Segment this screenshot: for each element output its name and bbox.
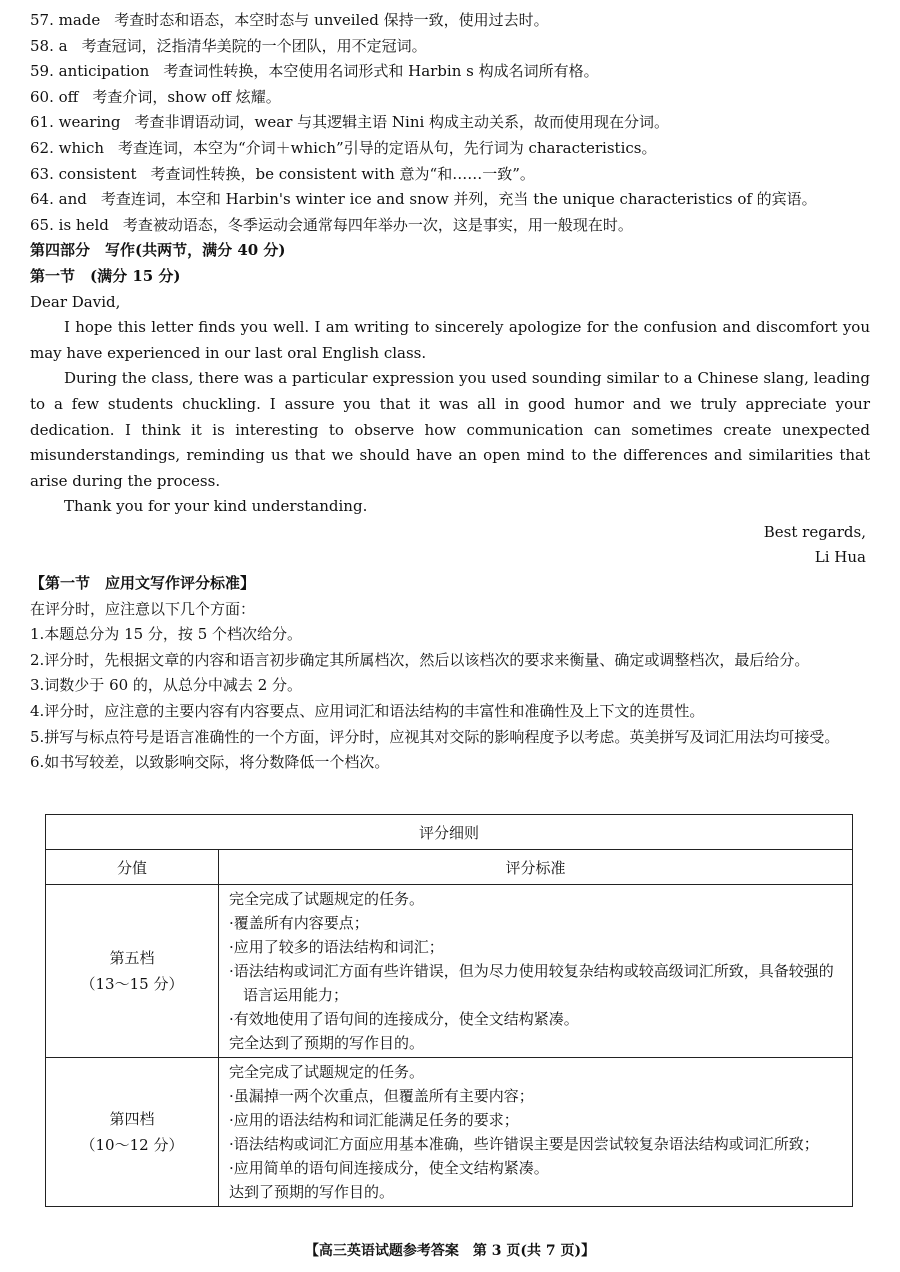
criteria-item: 1.本题总分为 15 分，按 5 个档次给分。: [30, 625, 303, 644]
answer-word: off: [58, 87, 79, 106]
level-range: （10～12 分）: [80, 1136, 184, 1154]
answer-page: [30, 8, 870, 776]
criteria-item: 2.评分时，先根据文章的内容和语言初步确定其所属档次，然后以该档次的要求来衡量、确定或调整档次，最后给分。: [30, 650, 810, 669]
level-name: 第五档: [109, 949, 155, 967]
answer-note: 考查介词，show off 炫耀。: [92, 87, 281, 106]
criteria-line: ·应用简单的语句间连接成分，使全文结构紧凑。: [229, 1159, 549, 1177]
letter-greeting: Dear David,: [30, 292, 121, 311]
answer-item: 63. consistent 考查词性转换，be consistent with 意为“和……一致”。: [30, 162, 870, 188]
answer-note: 考查时态和语态，本空时态与 unveiled 保持一致，使用过去时。: [114, 11, 549, 29]
answer-word: a: [58, 36, 68, 55]
level-cell: [46, 1058, 219, 1207]
table-title: 评分细则: [46, 815, 853, 850]
criteria-cell: [219, 885, 853, 1058]
answer-item: 57. made 考查时态和语态，本空时态与 unveiled 保持一致，使用过去时。: [30, 8, 870, 34]
answer-note: 考查连词，本空为“介词＋which”引导的定语从句，先行词为 characteristics。: [118, 138, 657, 157]
letter-signature: Li Hua: [814, 548, 866, 567]
answer-note: 考查冠词，泛指清华美院的一个团队，用不定冠词。: [81, 36, 427, 55]
criteria-line: ·有效地使用了语句间的连接成分，使全文结构紧凑。: [229, 1010, 579, 1028]
answer-note: 考查词性转换，be consistent with 意为“和……一致”。: [150, 164, 535, 183]
table-row: [46, 885, 853, 1058]
answer-word: and: [58, 190, 87, 209]
criteria-line: ·虽漏掉一两个次重点，但覆盖所有主要内容；: [229, 1087, 534, 1105]
answer-note: 考查被动语态，冬季运动会通常每四年举办一次，这是事实，用一般现在时。: [122, 215, 633, 234]
criteria-line: 完全完成了试题规定的任务。: [229, 890, 425, 908]
criteria-line: ·应用了较多的语法结构和词汇；: [229, 938, 444, 956]
answer-word: wearing: [58, 113, 121, 132]
answer-word: is held: [58, 215, 109, 234]
criteria-line: 完全达到了预期的写作目的。: [229, 1034, 425, 1052]
answer-item: 59. anticipation 考查词性转换，本空使用名词形式和 Harbin s 构成名词所有格。: [30, 59, 870, 85]
column-header-criteria: 评分标准: [219, 850, 853, 885]
answer-list: [30, 8, 870, 238]
criteria-line: ·语法结构或词汇方面应用基本准确，些许错误主要是因尝试较复杂语法结构或词汇所致；: [229, 1135, 819, 1153]
criteria-line: 完全完成了试题规定的任务。: [229, 1063, 425, 1081]
answer-item: 61. wearing 考查非谓语动词，wear 与其逻辑主语 Nini 构成主动关系，故而使用现在分词。: [30, 110, 870, 136]
answer-item: 62. which 考查连词，本空为“介词＋which”引导的定语从句，先行词为 characteristics。: [30, 136, 870, 162]
grading-criteria: [30, 571, 870, 776]
answer-word: consistent: [58, 164, 137, 183]
page-footer: 【高三英语试题参考答案 第 3 页(共 7 页)】: [304, 1243, 596, 1259]
level-cell: [46, 885, 219, 1058]
sample-letter: [30, 290, 870, 572]
level-range: （13～15 分）: [80, 975, 184, 993]
part4-title: 第四部分 写作(共两节，满分 40 分): [30, 241, 286, 260]
table-row: [46, 1058, 853, 1207]
level-name: 第四档: [109, 1110, 155, 1128]
criteria-line: ·语法结构或词汇方面有些许错误，但为尽力使用较复杂结构或较高级词汇所致，具备较强的语言运用能力；: [229, 962, 834, 1004]
answer-item: 64. and 考查连词，本空和 Harbin's winter ice and snow 并列，充当 the unique characteristics of 的宾语。: [30, 187, 870, 213]
letter-paragraph: During the class, there was a particular expression you used sounding similar to a Chinese slang, leading to a few students chuckling. I assure you that it was all in good humor and we truly appreciate your dedication. I think it is interesting to observe how communication can sometimes create unexpected misunderstandings, reminding us that we should have an open mind to the differences and similarities that arise during the process.: [30, 369, 870, 490]
section1-title: 第一节 (满分 15 分): [30, 266, 181, 285]
answer-note: 考查词性转换，本空使用名词形式和 Harbin s 构成名词所有格。: [163, 62, 599, 81]
criteria-line: ·覆盖所有内容要点；: [229, 914, 369, 932]
criteria-heading: 【第一节 应用文写作评分标准】: [30, 574, 256, 593]
criteria-item: 3.词数少于 60 的，从总分中减去 2 分。: [30, 676, 303, 695]
answer-note: 考查非谓语动词，wear 与其逻辑主语 Nini 构成主动关系，故而使用现在分词。: [134, 113, 670, 132]
criteria-item: 4.评分时，应注意的主要内容有内容要点、应用词汇和语法结构的丰富性和准确性及上下文的连贯性。: [30, 702, 705, 721]
criteria-line: ·应用的语法结构和词汇能满足任务的要求；: [229, 1111, 519, 1129]
answer-word: made: [58, 11, 101, 29]
answer-item: 65. is held 考查被动语态，冬季运动会通常每四年举办一次，这是事实，用一般现在时。: [30, 213, 870, 239]
answer-note: 考查连词，本空和 Harbin's winter ice and snow 并列，充当 the unique characteristics of 的宾语。: [100, 190, 817, 209]
grading-table: [45, 814, 853, 1207]
criteria-item: 6.如书写较差，以致影响交际，将分数降低一个档次。: [30, 753, 390, 772]
letter-paragraph: Thank you for your kind understanding.: [64, 497, 368, 516]
answer-word: anticipation: [58, 62, 150, 81]
letter-closing: Best regards,: [763, 522, 866, 541]
criteria-line: 达到了预期的写作目的。: [229, 1183, 395, 1201]
answer-item: 60. off 考查介词，show off 炫耀。: [30, 85, 870, 111]
letter-paragraph: I hope this letter finds you well. I am writing to sincerely apologize for the confusion and discomfort you may have experienced in our last oral English class.: [30, 318, 870, 362]
criteria-intro: 在评分时，应注意以下几个方面：: [30, 599, 256, 618]
answer-word: which: [58, 138, 104, 157]
criteria-cell: [219, 1058, 853, 1207]
answer-item: 58. a 考查冠词，泛指清华美院的一个团队，用不定冠词。: [30, 34, 870, 60]
column-header-score: 分值: [46, 850, 219, 885]
criteria-item: 5.拼写与标点符号是语言准确性的一个方面，评分时，应视其对交际的影响程度予以考虑。英美拼写及词汇用法均可接受。: [30, 727, 840, 746]
